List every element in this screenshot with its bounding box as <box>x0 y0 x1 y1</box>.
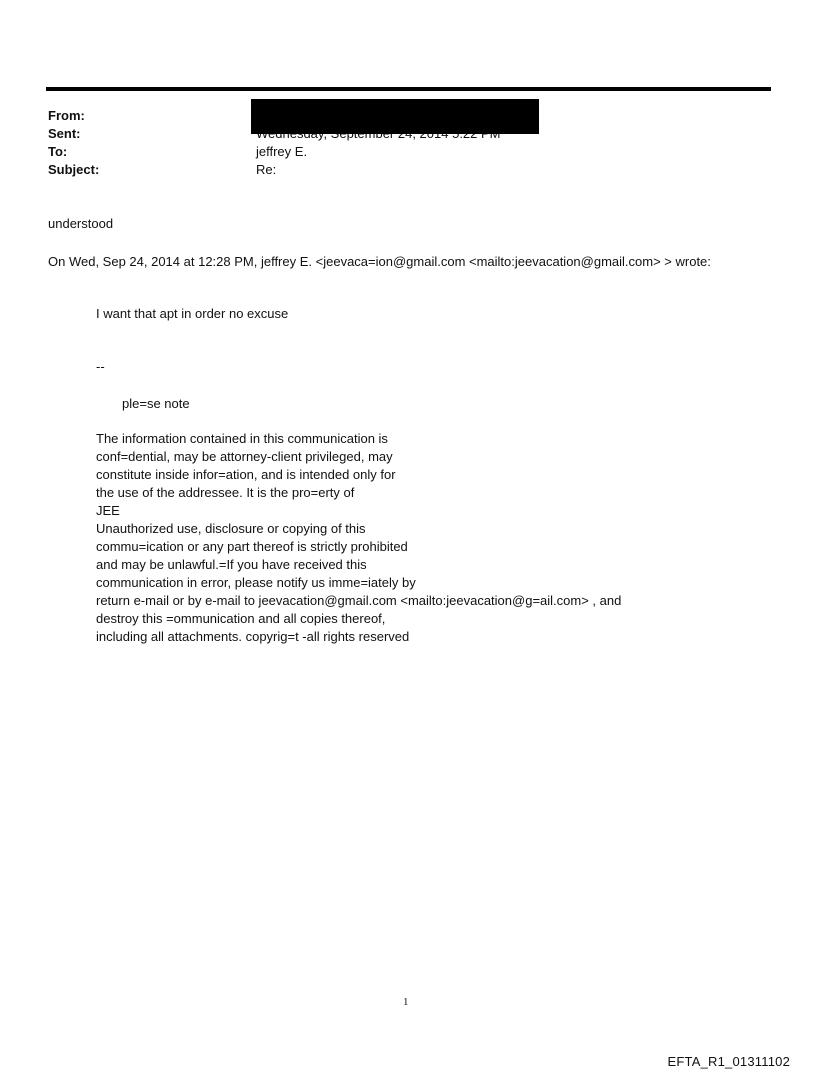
from-label: From: <box>48 108 85 123</box>
disclaimer-line: destroy this =ommunication and all copies thereof, <box>96 611 386 626</box>
signature-separator: -- <box>96 359 105 374</box>
subject-label: Subject: <box>48 162 100 177</box>
disclaimer-line: constitute inside infor=ation, and is intended only for <box>96 467 396 482</box>
disclaimer-line: the use of the addressee. It is the pro=erty of <box>96 485 355 500</box>
disclaimer-line: communication in error, please notify us imme=iately by <box>96 575 416 590</box>
disclaimer-line: conf=dential, may be attorney-client privileged, may <box>96 449 393 464</box>
quote-intro: On Wed, Sep 24, 2014 at 12:28 PM, jeffrey E. <jeevaca=ion@gmail.com <mailto:jeevacation@gmail.com> > wrote: <box>48 254 711 269</box>
subject-value: Re: <box>256 162 277 177</box>
reply-text: understood <box>48 216 114 231</box>
please-note: ple=se note <box>122 396 190 411</box>
disclaimer-line: including all attachments. copyrig=t -all rights reserved <box>96 629 410 644</box>
to-label: To: <box>48 144 68 159</box>
to-value: jeffrey E. <box>256 144 308 159</box>
page-number: 1 <box>403 996 409 1008</box>
bates-number: EFTA_R1_01311102 <box>667 1054 790 1069</box>
header-divider <box>46 87 771 91</box>
disclaimer-line: JEE <box>96 503 120 518</box>
quoted-message: I want that apt in order no excuse <box>96 306 289 321</box>
disclaimer-line: and may be unlawful.=If you have received this <box>96 557 367 572</box>
disclaimer-line: The information contained in this communication is <box>96 431 388 446</box>
disclaimer-line: commu=ication or any part thereof is strictly prohibited <box>96 539 408 554</box>
sent-label: Sent: <box>48 126 81 141</box>
disclaimer-line: Unauthorized use, disclosure or copying of this <box>96 521 366 536</box>
redaction-box <box>251 99 539 134</box>
disclaimer-line: return e-mail or by e-mail to jeevacation@gmail.com <mailto:jeevacation@g=ail.com> , and <box>96 593 622 608</box>
